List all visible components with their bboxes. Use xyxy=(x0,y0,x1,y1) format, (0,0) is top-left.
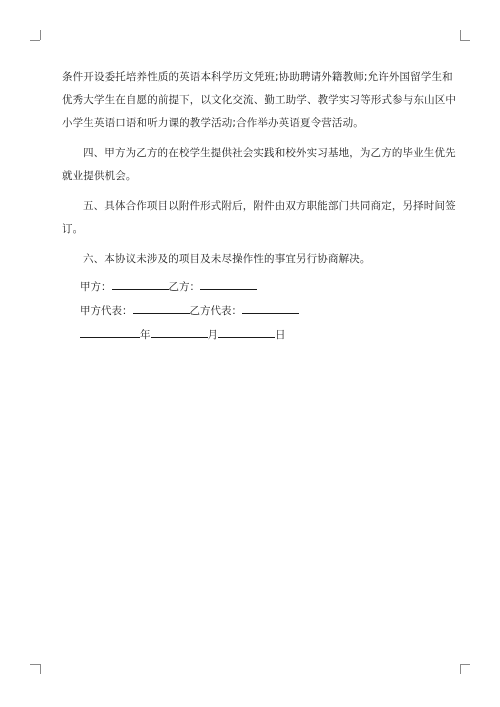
text-line: 优秀大学生在自愿的前提下，以文化交流、勤工助学、教学实习等形式参与东山区中 xyxy=(62,94,457,106)
party-a-blank xyxy=(112,277,169,290)
signature-representatives-row xyxy=(80,301,299,319)
text-line: 五、具体合作项目以附件形式附后，附件由双方职能部门共同商定，另择时间签 xyxy=(83,200,456,212)
year-label: 年 xyxy=(140,329,151,341)
month-label: 月 xyxy=(207,329,218,341)
rep-b-blank xyxy=(242,301,299,314)
paragraph-continued xyxy=(62,66,457,135)
day-blank xyxy=(218,325,275,338)
clause-5 xyxy=(62,195,456,241)
text-line: 订。 xyxy=(62,223,84,235)
signature-date-row xyxy=(80,325,286,343)
clause-6 xyxy=(62,248,446,271)
text-line: 就业提供机会。 xyxy=(62,170,137,182)
rep-a-label: 甲方代表： xyxy=(80,305,133,317)
signature-parties-row xyxy=(80,277,257,295)
party-b-label: 乙方： xyxy=(168,281,200,293)
text-line: 小学生英语口语和听力课的教学活动;合作举办英语夏令营活动。 xyxy=(62,117,364,129)
document-body xyxy=(62,66,457,278)
party-a-label: 甲方： xyxy=(80,281,112,293)
text-line: 条件开设委托培养性质的英语本科学历文凭班;协助聘请外籍教师;允许外国留学生和 xyxy=(62,71,453,83)
month-blank xyxy=(151,325,208,338)
day-label: 日 xyxy=(275,329,286,341)
text-line: 六、本协议未涉及的项目及未尽操作性的事宜另行协商解决。 xyxy=(83,253,371,265)
rep-a-blank xyxy=(133,301,190,314)
party-b-blank xyxy=(200,277,257,290)
clause-4 xyxy=(62,142,456,188)
year-blank xyxy=(80,325,140,338)
text-line: 四、甲方为乙方的在校学生提供社会实践和校外实习基地，为乙方的毕业生优先 xyxy=(83,147,456,159)
rep-b-label: 乙方代表： xyxy=(189,305,242,317)
